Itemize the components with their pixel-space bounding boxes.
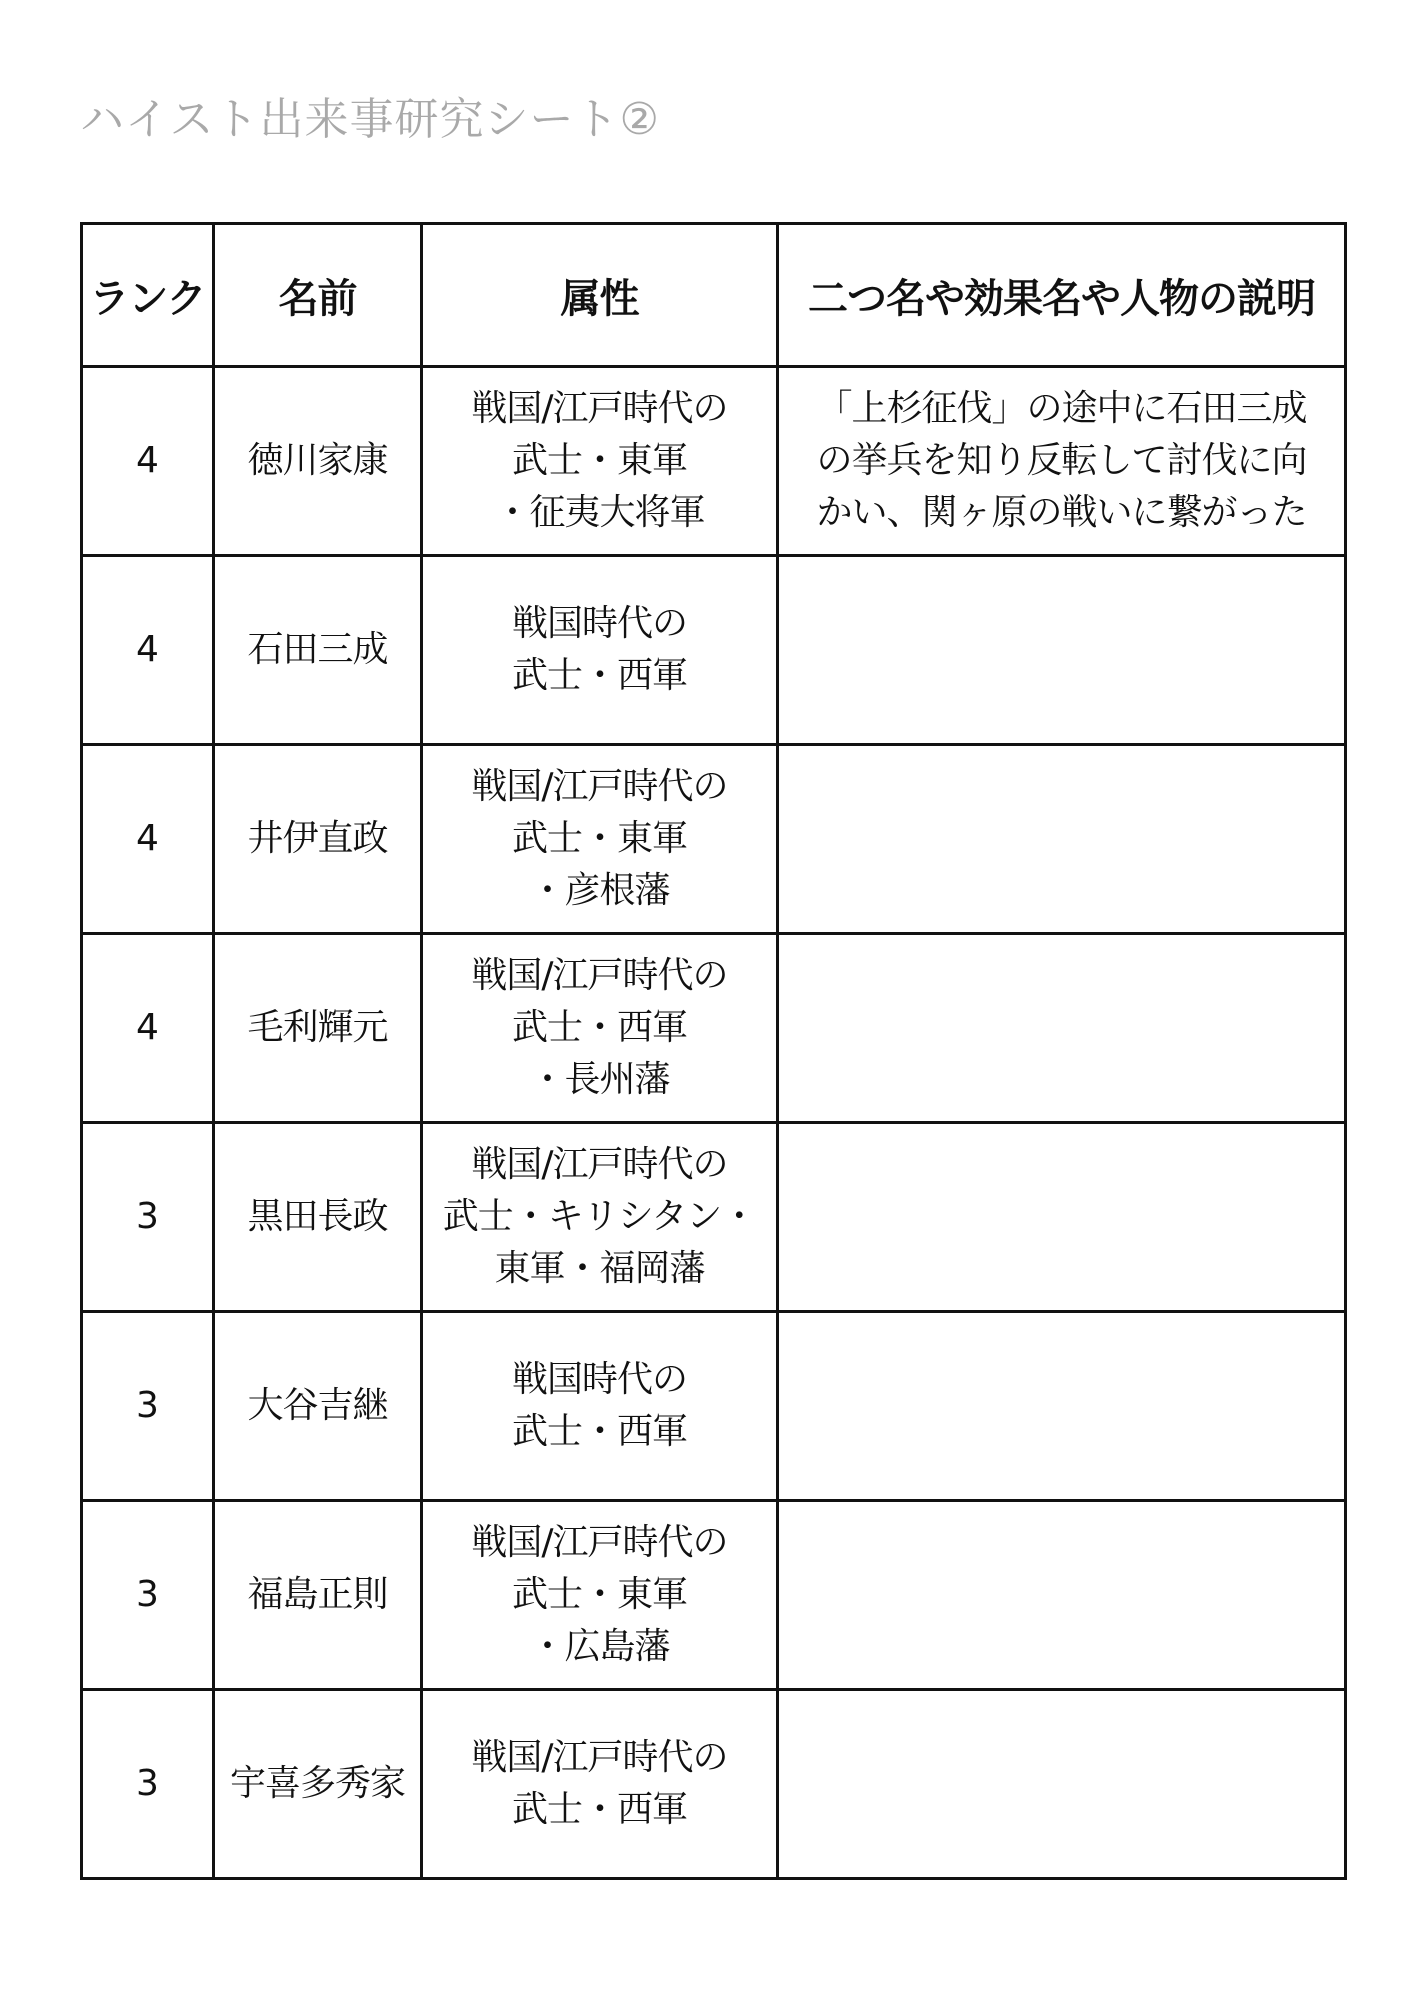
attribute-cell	[422, 1312, 778, 1501]
attribute-cell	[422, 556, 778, 745]
table-row	[82, 1690, 1346, 1879]
attribute-line: ・彦根藩	[529, 870, 670, 911]
table-row	[82, 1501, 1346, 1690]
table-row	[82, 556, 1346, 745]
rank-cell: 4	[82, 556, 214, 745]
description-cell[interactable]	[778, 1123, 1346, 1312]
table-body	[82, 367, 1346, 1879]
attribute-cell	[422, 745, 778, 934]
header-description: 二つ名や効果名や人物の説明	[778, 224, 1346, 367]
attribute-line: 武士・東軍	[511, 440, 687, 481]
header-name: 名前	[214, 224, 422, 367]
description-cell[interactable]	[778, 1690, 1346, 1879]
attribute-line: ・征夷大将軍	[494, 492, 705, 533]
table-row	[82, 367, 1346, 556]
name-cell: 井伊直政	[214, 745, 422, 934]
attribute-line: 武士・東軍	[511, 1574, 687, 1615]
attribute-line: 戦国/江戸時代の	[471, 955, 728, 996]
research-table	[80, 222, 1347, 1880]
attribute-cell	[422, 1123, 778, 1312]
attribute-line: 戦国/江戸時代の	[471, 1144, 728, 1185]
rank-cell: 4	[82, 934, 214, 1123]
name-cell: 宇喜多秀家	[214, 1690, 422, 1879]
attribute-cell	[422, 1690, 778, 1879]
attribute-line: 戦国/江戸時代の	[471, 1737, 728, 1778]
name-cell: 黒田長政	[214, 1123, 422, 1312]
description-cell[interactable]	[778, 367, 1346, 556]
attribute-line: 武士・西軍	[511, 1007, 687, 1048]
rank-cell: 3	[82, 1123, 214, 1312]
attribute-line: 戦国時代の	[511, 1359, 687, 1400]
description-cell[interactable]	[778, 1312, 1346, 1501]
attribute-line: ・長州藩	[529, 1059, 670, 1100]
attribute-line: 戦国/江戸時代の	[471, 388, 728, 429]
description-cell[interactable]	[778, 934, 1346, 1123]
description-line: の挙兵を知り反転して討伐に向	[816, 440, 1307, 481]
table-row	[82, 1123, 1346, 1312]
name-cell: 石田三成	[214, 556, 422, 745]
sheet-title: ハイスト出来事研究シート②	[80, 94, 661, 145]
name-cell: 福島正則	[214, 1501, 422, 1690]
attribute-line: 武士・西軍	[511, 655, 687, 696]
header-rank: ランク	[82, 224, 214, 367]
attribute-line: 戦国/江戸時代の	[471, 766, 728, 807]
rank-cell: 4	[82, 367, 214, 556]
description-cell[interactable]	[778, 745, 1346, 934]
table-row	[82, 1312, 1346, 1501]
attribute-line: 戦国/江戸時代の	[471, 1522, 728, 1563]
attribute-cell	[422, 934, 778, 1123]
attribute-line: 東軍・福岡藩	[494, 1248, 705, 1289]
attribute-line: 武士・西軍	[511, 1411, 687, 1452]
name-cell: 徳川家康	[214, 367, 422, 556]
rank-cell: 3	[82, 1312, 214, 1501]
description-line: かい、関ヶ原の戦いに繋がった	[816, 492, 1307, 533]
header-attribute: 属性	[422, 224, 778, 367]
rank-cell: 4	[82, 745, 214, 934]
rank-cell: 3	[82, 1690, 214, 1879]
description-cell[interactable]	[778, 1501, 1346, 1690]
rank-cell: 3	[82, 1501, 214, 1690]
attribute-line: ・広島藩	[529, 1626, 670, 1667]
description-line: 「上杉征伐」の途中に石田三成	[816, 388, 1307, 429]
description-cell[interactable]	[778, 556, 1346, 745]
attribute-line: 武士・キリシタン・	[442, 1196, 757, 1237]
attribute-cell	[422, 1501, 778, 1690]
name-cell: 大谷吉継	[214, 1312, 422, 1501]
header-row	[82, 224, 1346, 367]
attribute-line: 武士・西軍	[511, 1789, 687, 1830]
table-row	[82, 934, 1346, 1123]
attribute-line: 戦国時代の	[511, 603, 687, 644]
table-row	[82, 745, 1346, 934]
name-cell: 毛利輝元	[214, 934, 422, 1123]
attribute-cell	[422, 367, 778, 556]
attribute-line: 武士・東軍	[511, 818, 687, 859]
